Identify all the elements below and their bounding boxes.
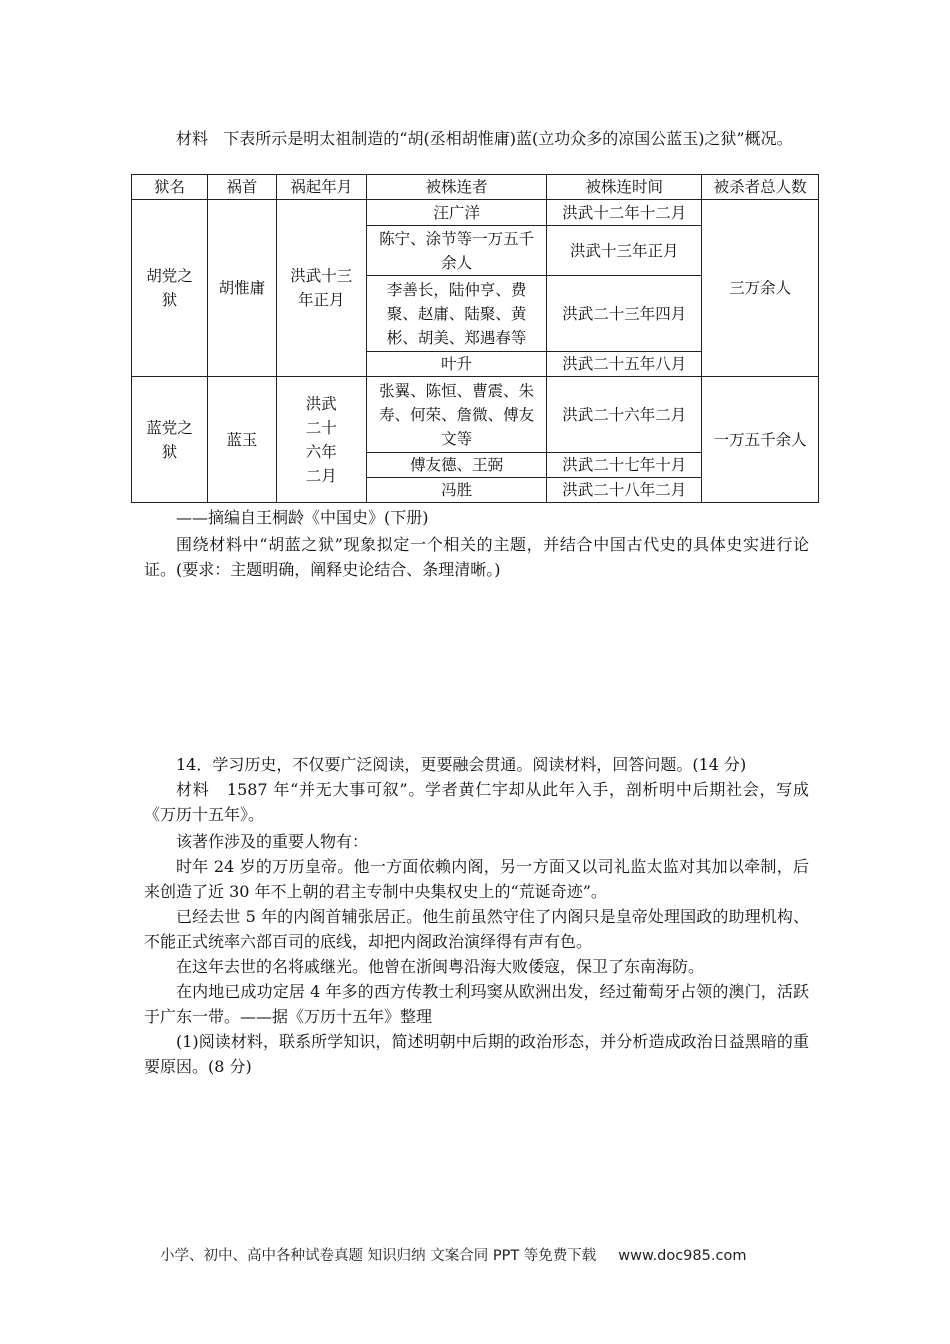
footer	[160, 1244, 800, 1265]
header-cell: 狱名	[132, 175, 208, 200]
people-intro: 该著作涉及的重要人物有：	[176, 832, 369, 851]
sub-question-1: (1)阅读材料，联系所学知识，简述明朝中后期的政治形态，并分析造成政治日益黑暗的重要原因。(8 分)	[144, 1032, 809, 1076]
material-intro-text: 下表所示是明太祖制造的“胡(丞相胡惟庸)蓝(立功众多的凉国公蓝玉)之狱”概况。	[223, 129, 793, 148]
total-cell: 一万五千余人	[702, 377, 819, 503]
start-date-cell: 洪武二十六年二月	[276, 377, 366, 503]
victims-cell: 傅友德、王弼	[366, 453, 547, 478]
material-label: 材料	[176, 129, 209, 148]
source-note: ——摘编自王桐龄《中国史》(下册)	[176, 508, 429, 527]
material-intro	[144, 126, 809, 151]
time-cell: 洪武十二年十二月	[547, 200, 702, 226]
leader-cell: 胡惟庸	[207, 200, 276, 377]
time-cell: 洪武二十八年二月	[547, 478, 702, 503]
victims-cell: 陈宁、涂节等一万五千余人	[366, 226, 547, 276]
prison-name-cell: 胡党之狱	[132, 200, 208, 377]
footer-text: 小学、初中、高中各种试卷真题 知识归纳 文案合同 PPT 等免费下载	[160, 1248, 597, 1264]
material-label: 材料	[176, 780, 210, 799]
person-paragraph-qi: 在这年去世的名将戚继光。他曾在浙闽粤沿海大败倭寇，保卫了东南海防。	[176, 957, 705, 976]
time-cell: 洪武二十七年十月	[547, 453, 702, 478]
leader-cell: 蓝玉	[207, 377, 276, 503]
header-cell: 被株连者	[366, 175, 547, 200]
victims-cell: 汪广洋	[366, 200, 547, 226]
person-paragraph-wanli: 时年 24 岁的万历皇帝。他一方面依赖内阁，另一方面又以司礼监太监对其加以牵制，后来创造了近 30 年不上朝的君主专制中央集权史上的“荒诞奇迹”。	[144, 857, 809, 901]
header-cell: 祸首	[207, 175, 276, 200]
table-header-row	[132, 175, 819, 200]
victims-cell: 叶升	[366, 352, 547, 377]
question-prompt: 围绕材料中“胡蓝之狱”现象拟定一个相关的主题，并结合中国古代史的具体史实进行论证。(要求：主题明确，阐释史论结合、条理清晰。)	[144, 535, 809, 579]
victims-cell: 张翼、陈恒、曹震、朱寿、何荣、詹微、傅友文等	[366, 377, 547, 453]
q14-material-text: 1587 年“并无大事可叙”。学者黄仁宇却从此年入手，剖析明中后期社会，写成《万历十五年》。	[144, 780, 809, 824]
header-cell: 被株连时间	[547, 175, 702, 200]
table-row	[132, 377, 819, 453]
time-cell: 洪武二十三年四月	[547, 276, 702, 352]
prison-table	[131, 174, 819, 503]
total-cell: 三万余人	[702, 200, 819, 377]
time-cell: 洪武二十五年八月	[547, 352, 702, 377]
victims-cell: 李善长，陆仲亨、费聚、赵庸、陆聚、黄彬、胡美、郑遇春等	[366, 276, 547, 352]
person-paragraph-ricci: 在内地已成功定居 4 年多的西方传教士利玛窦从欧洲出发，经过葡萄牙占领的澳门，活跃于广东一带。——据《万历十五年》整理	[144, 982, 809, 1026]
footer-url[interactable]: www.doc985.com	[618, 1248, 747, 1264]
header-cell: 祸起年月	[276, 175, 366, 200]
table-row	[132, 200, 819, 226]
time-cell: 洪武十三年正月	[547, 226, 702, 276]
question-14-stem: 14．学习历史，不仅要广泛阅读，更要融会贯通。阅读材料，回答问题。(14 分)	[176, 755, 747, 774]
time-cell: 洪武二十六年二月	[547, 377, 702, 453]
q14-material	[144, 777, 809, 827]
person-paragraph-zhang: 已经去世 5 年的内阁首辅张居正。他生前虽然守住了内阁只是皇帝处理国政的助理机构、不能正式统率六部百司的底线，却把内阁政治演绎得有声有色。	[144, 907, 809, 951]
victims-cell: 冯胜	[366, 478, 547, 503]
start-date-cell: 洪武十三年正月	[276, 200, 366, 377]
header-cell: 被杀者总人数	[702, 175, 819, 200]
prison-name-cell: 蓝党之狱	[132, 377, 208, 503]
